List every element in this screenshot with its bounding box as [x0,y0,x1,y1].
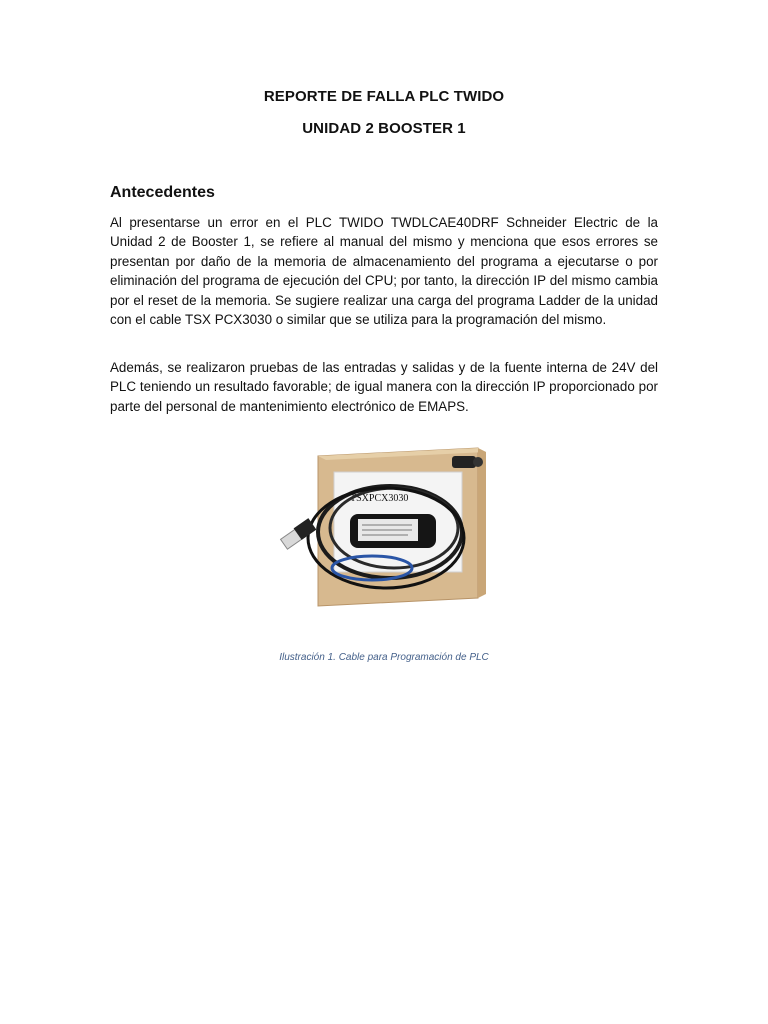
paragraph-2: Además, se realizaron pruebas de las entradas y salidas y de la fuente interna de 24V del PLC teniendo un resultado favorable; de igual manera con la dirección IP proporcionado por parte del personal de mantenimiento electrónico de EMAPS. [110,360,658,414]
document-subtitle: UNIDAD 2 BOOSTER 1 [302,120,466,137]
cable-illustration [272,428,494,616]
box-label: TSXPCX3030 [350,493,409,504]
document-title: REPORTE DE FALLA PLC TWIDO [263,88,505,105]
cable-photo [272,428,494,616]
figure-caption: Ilustración 1. Cable para Programación de PLC [279,652,489,663]
section-heading: Antecedentes [110,184,215,201]
paragraph-1: Al presentarse un error en el PLC TWIDO TWDLCAE40DRF Schneider Electric de la Unidad 2 de Booster 1, se refiere al manual del mismo y menciona que esos errores se presentan por daño de la memoria de almacenamiento del programa a ejecutarse o por eliminación del programa de ejecución del CPU; por tanto, la dirección IP del mismo cambia por el reset de la memoria. Se sugiere realizar una carga del programa Ladder de la unidad con el cable TSX PCX3030 o similar que se utiliza para la programación del mismo. [110,215,658,328]
